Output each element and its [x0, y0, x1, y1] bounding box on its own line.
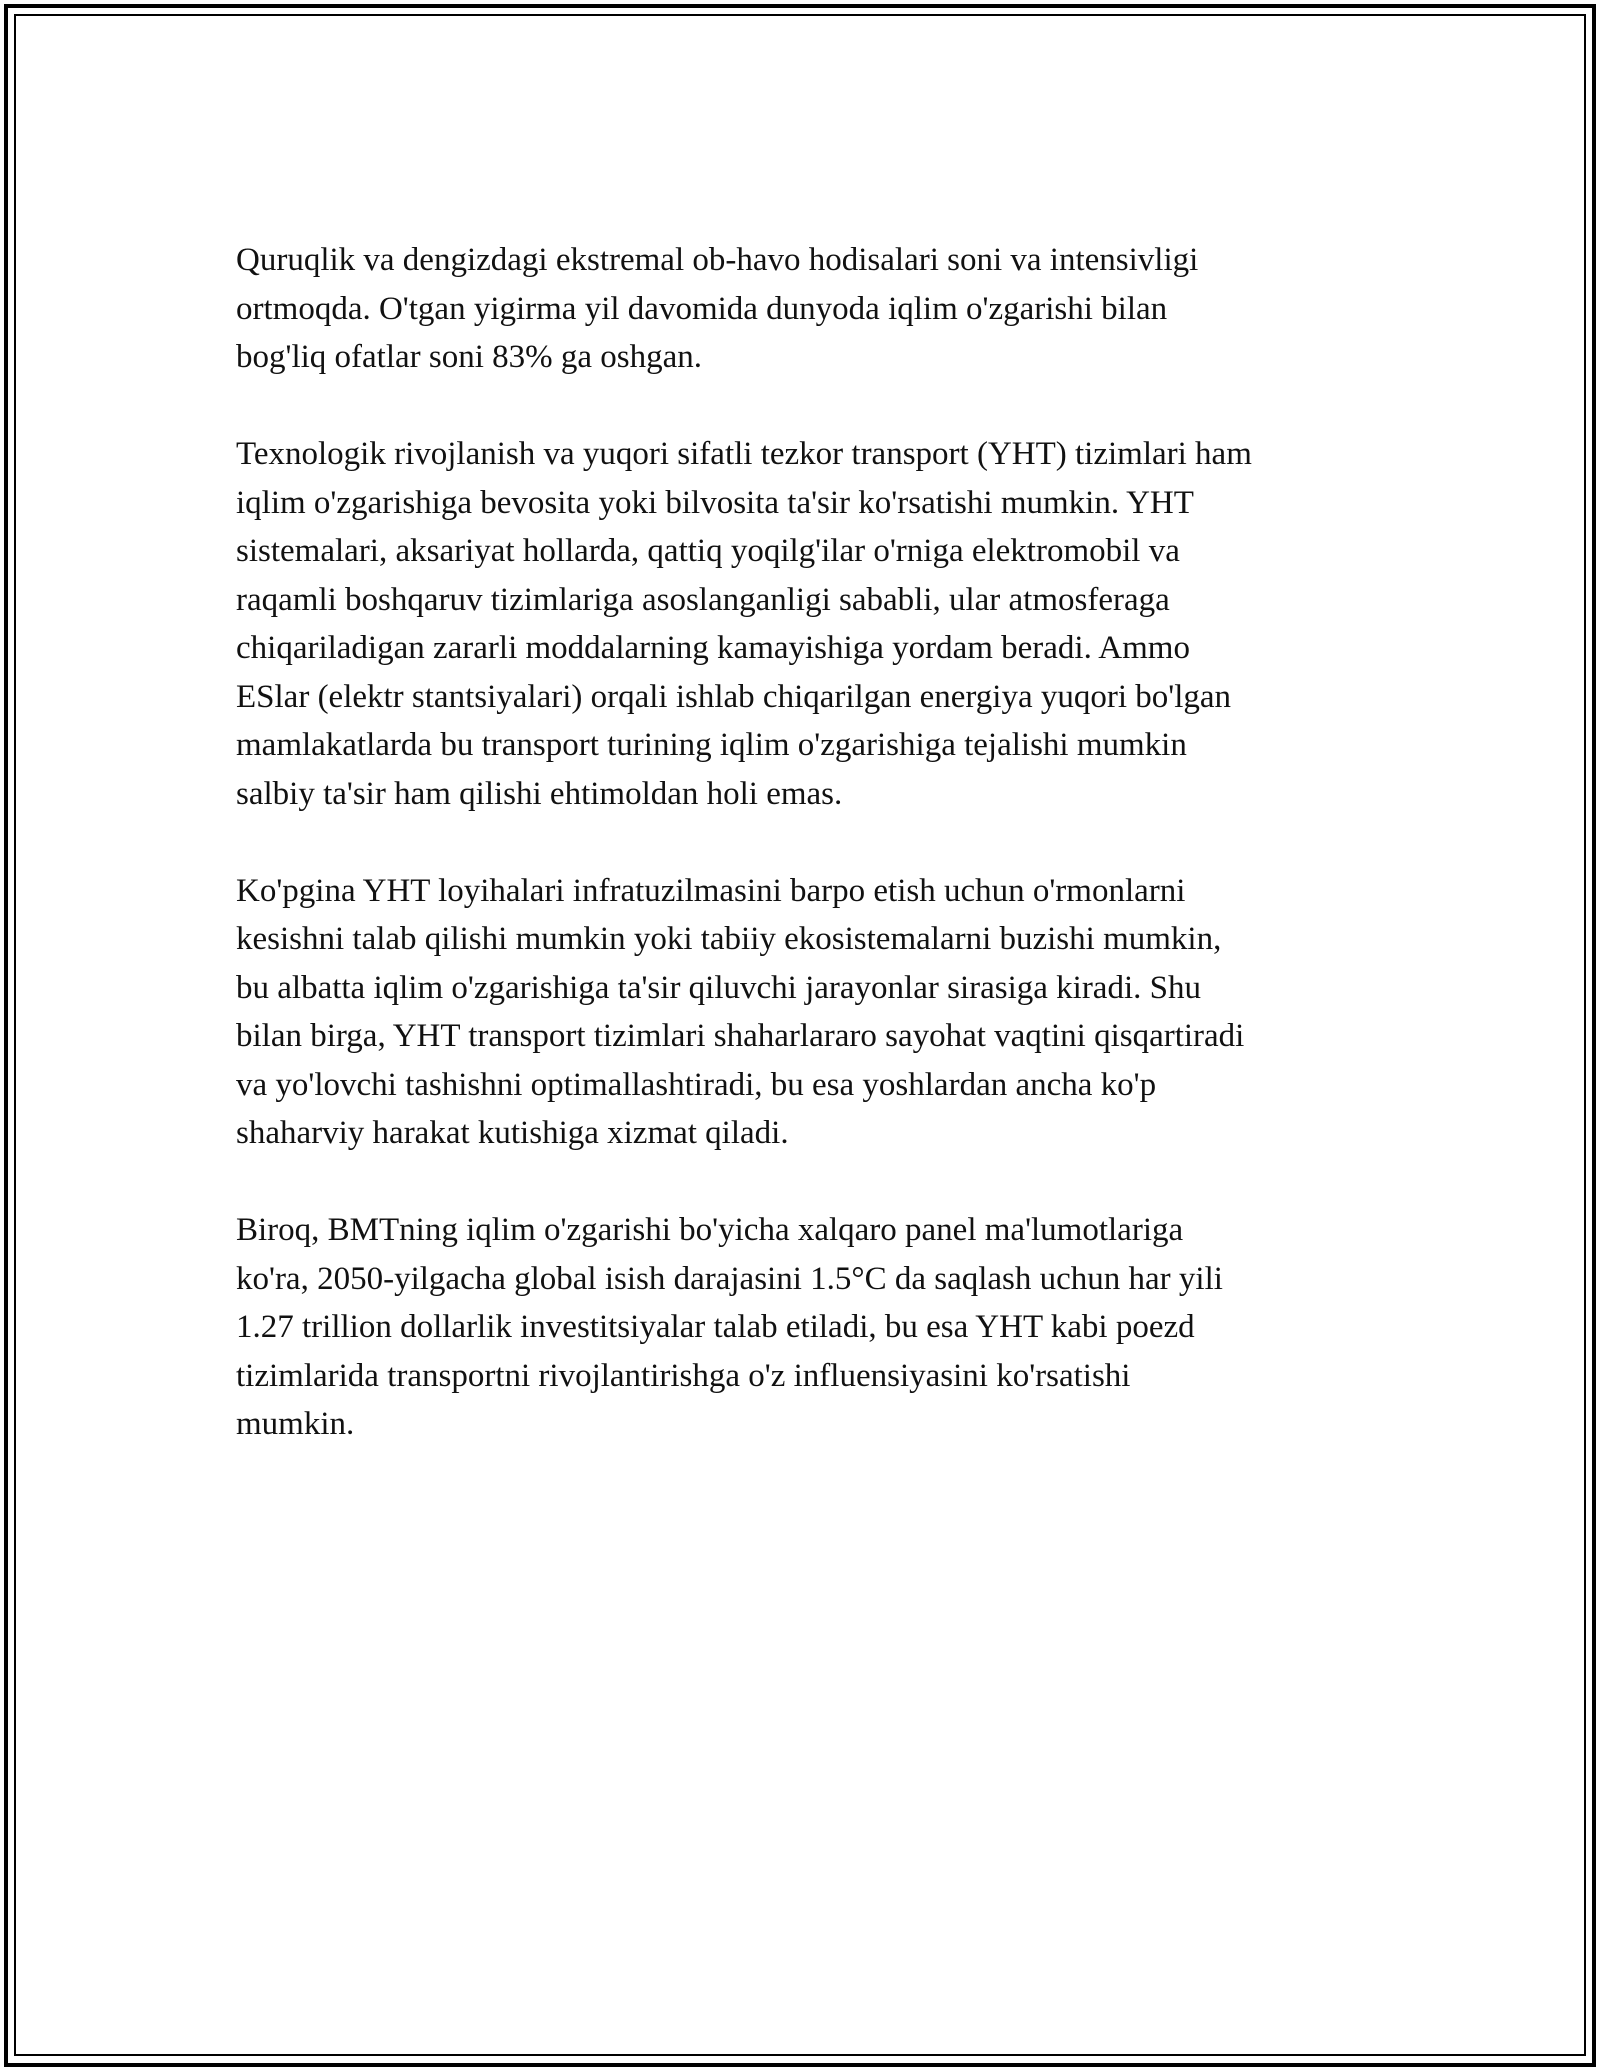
paragraph-3 — [236, 867, 1386, 1158]
text-line: 1.27 trillion dollarlik investitsiyalar talab etiladi, bu esa YHT kabi poezd — [236, 1309, 1195, 1345]
text-line: ortmoqda. O'tgan yigirma yil davomida dunyoda iqlim o'zgarishi bilan — [236, 290, 1168, 327]
text-line: Biroq, BMTning iqlim o'zgarishi bo'yicha xalqaro panel ma'lumotlariga — [236, 1212, 1184, 1248]
text-line: kesishni talab qilishi mumkin yoki tabiiy ekosistemalarni buzishi mumkin, — [236, 921, 1222, 957]
text-line: chiqariladigan zararli moddalarning kamayishiga yordam beradi. Ammo — [236, 630, 1190, 666]
text-line: Quruqlik va dengizdagi ekstremal ob-havo hodisalari soni va intensivligi — [236, 242, 1199, 278]
text-line: bu albatta iqlim o'zgarishiga ta'sir qiluvchi jarayonlar sirasiga kiradi. Shu — [236, 969, 1201, 1006]
text-line: mumkin. — [236, 1406, 355, 1442]
text-line: salbiy ta'sir ham qilishi ehtimoldan holi emas. — [236, 775, 843, 812]
text-line: ko'ra, 2050-yilgacha global isish darajasini 1.5°C da saqlash uchun har yili — [236, 1260, 1223, 1297]
text-line: bilan birga, YHT transport tizimlari shaharlararo sayohat vaqtini qisqartiradi — [236, 1018, 1245, 1054]
text-line: Ko'pgina YHT loyihalari infratuzilmasini barpo etish uchun o'rmonlarni — [236, 872, 1186, 909]
text-line: tizimlarida transportni rivojlantirishga o'z influensiyasini ko'rsatishi — [236, 1357, 1131, 1394]
text-line: shaharviy harakat kutishiga xizmat qiladi. — [236, 1115, 789, 1151]
text-line: bog'liq ofatlar soni 83% ga oshgan. — [236, 339, 703, 375]
text-line: va yo'lovchi tashishni optimallashtiradi, bu esa yoshlardan ancha ko'p — [236, 1066, 1157, 1103]
text-line: raqamli boshqaruv tizimlariga asoslanganligi sababli, ular atmosferaga — [236, 581, 1170, 618]
text-line: iqlim o'zgarishiga bevosita yoki bilvosita ta'sir ko'rsatishi mumkin. YHT — [236, 484, 1194, 521]
text-line: sistemalari, aksariyat hollarda, qattiq yoqilg'ilar o'rniga elektromobil va — [236, 533, 1180, 569]
text-line: ESlar (elektr stantsiyalari) orqali ishlab chiqarilgan energiya yuqori bo'lgan — [236, 678, 1232, 715]
paragraph-4 — [236, 1206, 1386, 1449]
paragraph-2 — [236, 430, 1386, 818]
document-body — [236, 236, 1386, 1497]
text-line: mamlakatlarda bu transport turining iqlim o'zgarishiga tejalishi mumkin — [236, 727, 1187, 763]
text-line: Texnologik rivojlanish va yuqori sifatli tezkor transport (YHT) tizimlari ham — [236, 436, 1252, 472]
paragraph-1 — [236, 236, 1386, 382]
